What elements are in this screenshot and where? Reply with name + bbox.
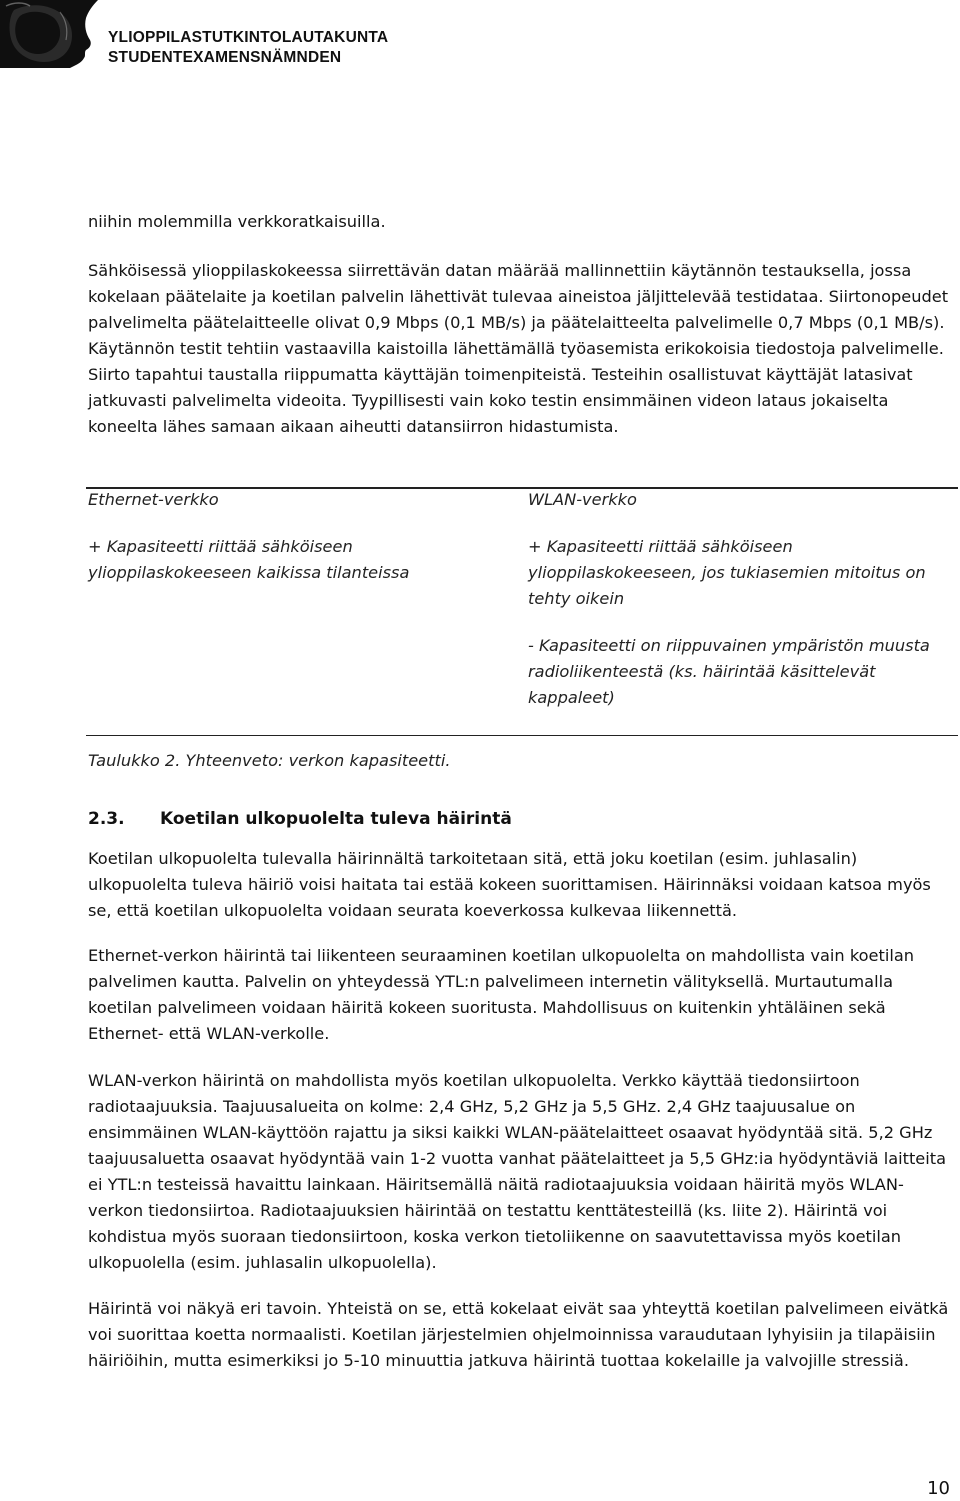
table-cell-ethernet-capacity: + Kapasiteetti riittää sähköiseen ylioppilaskokeeseen kaikissa tilanteissa — [88, 537, 410, 582]
section-title: Koetilan ulkopuolelta tuleva häirintä — [160, 809, 512, 829]
paragraph-interference-effects: Häirintä voi näkyä eri tavoin. Yhteistä on se, että kokelaat eivät saa yhteyttä koetilan palvelimeen eivätkä voi suorittaa koetta normaalisti. Koetilan järjestelmien ohjelmoinnissa varaudutaan lyhyisiin ja tilapäisiin häiriöihin, mutta esimerkiksi jo 5-10 minuuttia jatkuva häirintä tuottaa kokelaille ja valvojille stressiä. — [88, 1299, 949, 1370]
org-name-finnish: YLIOPPILASTUTKINTOLAUTAKUNTA — [108, 29, 389, 46]
paragraph-ethernet-interference: Ethernet-verkon häirintä tai liikenteen seuraaminen koetilan ulkopuolelta on mahdollista vain koetilan palvelimen kautta. Palvelin on yhteydessä YTL:n palvelimeen internetin välityksellä. Murtautumalla koetilan palvelimeen voidaan häiritä kokeen suoritusta. Mahdollisuus on kuitenkin yhtäläinen sekä Ethernet- että WLAN-verkolle. — [88, 946, 915, 1043]
organization-name — [108, 28, 388, 68]
table-header-wlan: WLAN-verkko — [528, 490, 637, 509]
paragraph-interference-definition: Koetilan ulkopuolelta tulevalla häirinnältä tarkoitetaan sitä, että joku koetilan (esim. juhlasalin) ulkopuolelta tuleva häiriö voisi haitata tai estää kokeen suorittamisen. Häirinnäksi voidaan katsoa myös se, että koetilan ulkopuolelta voidaan seurata koeverkossa kulkevaa liikennettä. — [88, 849, 931, 920]
section-heading — [88, 805, 512, 833]
table-header-ethernet: Ethernet-verkko — [88, 490, 219, 509]
org-name-swedish: STUDENTEXAMENSNÄMNDEN — [108, 49, 342, 66]
paragraph-data-transfer-test: Sähköisessä ylioppilaskokeessa siirrettävän datan määrää mallinnettiin käytännön testauksella, jossa kokelaan päätelaite ja koetilan palvelin lähettivät tulevaa aineistoa jäljittelevää testidataa. Siirtonopeudet palvelimelta päätelaitteelle olivat 0,9 Mbps (0,1 MB/s) ja päätelaitteelta palvelimelle 0,7 Mbps (0,1 MB/s). Käytännön testit tehtiin vastaavilla kaistoilla lähettämällä työasemista erikokoisia tiedostoja palvelimelle. Siirto tapahtui taustalla riippumatta käyttäjän toimenpiteistä. Testeihin osallistuvat käyttäjät latasivat jatkuvasti palvelimelta videoita. Tyypillisesti vain koko testin ensimmäinen videon lataus jokaiselta koneelta lähes samaan aikaan aiheutti datansiirron hidastumista. — [88, 261, 949, 436]
profile-head-logo-icon — [0, 0, 104, 68]
table-bottom-rule — [86, 735, 958, 736]
table-cell-wlan-dependency: - Kapasiteetti on riippuvainen ympäristön muusta radioliikenteestä (ks. häirintää käsittelevät kappaleet) — [528, 636, 930, 707]
paragraph-continuation: niihin molemmilla verkkoratkaisuilla. — [88, 212, 386, 231]
table-cell-wlan-capacity: + Kapasiteetti riittää sähköiseen ylioppilaskokeeseen, jos tukiasemien mitoitus on tehty oikein — [528, 537, 926, 608]
table-caption: Taulukko 2. Yhteenveto: verkon kapasiteetti. — [88, 751, 451, 770]
page-number: 10 — [927, 1478, 950, 1499]
page-header — [0, 0, 420, 70]
paragraph-wlan-interference: WLAN-verkon häirintä on mahdollista myös koetilan ulkopuolelta. Verkko käyttää tiedonsiirtoon radiotaajuuksia. Taajuusalueita on kolme: 2,4 GHz, 5,2 GHz ja 5,5 GHz. 2,4 GHz taajuusalue on ensimmäinen WLAN-käyttöön rajattu ja siksi kaikki WLAN-päätelaitteet osaavat hyödyntää sitä. 5,2 GHz taajuusaluetta osaavat hyödyntää vain 1-2 vuotta vanhat päätelaitteet ja 5,5 GHz:ia hyödyntäviä laitteita ei YTL:n testeissä havaittu lainkaan. Häiritsemällä näitä radiotaajuuksia voidaan häiritä myös WLAN-verkon tiedonsiirtoa. Radiotaajuuksien häirintää on testattu kenttätesteillä (ks. liite 2). Häirintä voi kohdistua myös suoraan tiedonsiirtoon, koska verkon tietoliikenne on saavutettavissa myös koetilan ulkopuolella (esim. juhlasalin ulkopuolella). — [88, 1071, 947, 1272]
section-number: 2.3. — [88, 809, 125, 829]
